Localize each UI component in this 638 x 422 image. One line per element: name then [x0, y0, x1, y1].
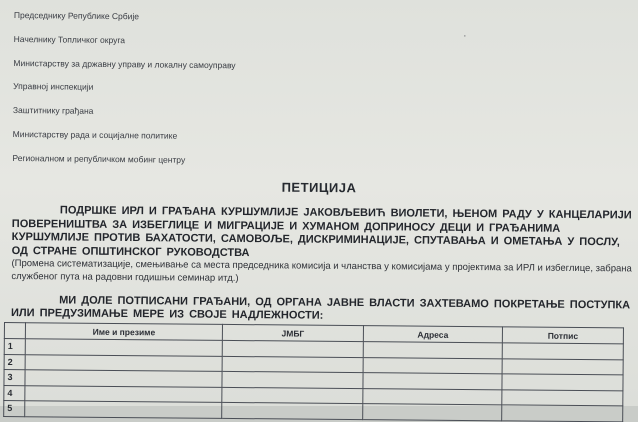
recipient-line: Министарству рада и социјалне политике [12, 128, 178, 141]
recipient-line: Начелнику Топличког округа [13, 33, 126, 45]
jmbg-cell [222, 356, 363, 373]
support-text: ЊЕНОМ РАДУ У КАНЦЕЛАРИЈИ ПОВЕРЕНИШТВА ЗА ИЗБЕГЛИЦЕ И МИГРАЦИЈЕ И ХУМАНОМ ДОПРИНОСУ ДЕЦИ И ГРАЂАНИМА КУРШУМЛИЈЕ ПРОТИВ БАХАТОСТИ, САМОВОЉЕ, ДИСКРИМИНАЦИЈЕ, СПУТАВАЊА И ОМЕТАЊА У ПОСЛУ, ОД СТРАНЕ ОПШТИНСКОГ РУКОВОДСТВА [11, 207, 632, 259]
signature-cell [502, 405, 623, 422]
signature-table [3, 322, 624, 422]
column-header-jmbg: ЈМБГ [222, 324, 363, 341]
address-cell [363, 373, 502, 390]
jmbg-cell [222, 387, 363, 404]
column-header-signature: Потпис [502, 327, 623, 344]
signature-cell [502, 389, 623, 406]
row-number: 4 [4, 385, 25, 401]
name-cell [25, 401, 222, 418]
address-cell [363, 342, 502, 359]
recipient-list [12, 8, 236, 177]
petition-body [11, 204, 634, 326]
address-cell [363, 388, 502, 405]
recipient-line: Заштитнику грађана [12, 105, 94, 117]
name-cell [25, 339, 222, 356]
stray-mark: · [463, 30, 467, 42]
support-paragraph [12, 204, 634, 264]
name-cell [25, 354, 222, 371]
jmbg-cell [222, 371, 363, 388]
signature-cell [502, 343, 623, 360]
row-number: 2 [4, 354, 25, 370]
document-title: ПЕТИЦИЈА [281, 179, 357, 196]
row-number: 3 [4, 370, 25, 386]
demand-paragraph [11, 294, 633, 327]
signature-cell [502, 358, 623, 375]
address-cell [363, 404, 502, 421]
clarification-note: (Промена систематизације, смењивање са места председника комисија и чланства у комисијама у пројектима за ИРЛ и избеглице, забрана службеног пута на радовни годишњи семинар итд.) [11, 258, 632, 284]
demand-text: МИ ДОЛЕ ПОТПИСАНИ ГРАЂАНИ, ОД ОРГАНА ЈАВНЕ ВЛАСТИ ЗАХТЕВАМО ПОКРЕТАЊЕ ПОСТУПКА ИЛИ ПРЕДУЗИМАЊЕ МЕРЕ ИЗ СВОЈЕ НАДЛЕЖНОСТИ: [10, 293, 631, 322]
column-header-address: Адреса [363, 326, 502, 343]
signature-table-wrap [3, 322, 634, 422]
signature-cell [502, 374, 623, 391]
recipient-line: Председнику Републике Србије [13, 9, 140, 22]
column-header-name: Име и презиме [25, 323, 222, 341]
jmbg-cell [222, 402, 363, 419]
jmbg-cell [222, 340, 363, 357]
recipient-line: Управној инспекцији [13, 81, 94, 93]
name-cell [25, 370, 222, 387]
supported-person-name: ЈАКОВЉЕВИЋ ВИОЛЕТИ, [303, 206, 448, 220]
row-number: 1 [4, 339, 25, 355]
recipient-line: Министарству за државну управу и локалну самоуправу [13, 57, 236, 70]
name-cell [25, 385, 222, 402]
row-number: 5 [4, 401, 25, 417]
support-lead: ПОДРШКЕ ИРЛ И ГРАЂАНА КУРШУМЛИЈЕ [59, 204, 299, 219]
recipient-line: Регионалном и републичком мобинг центру [12, 152, 186, 165]
column-header-number [4, 323, 25, 339]
address-cell [363, 357, 502, 374]
